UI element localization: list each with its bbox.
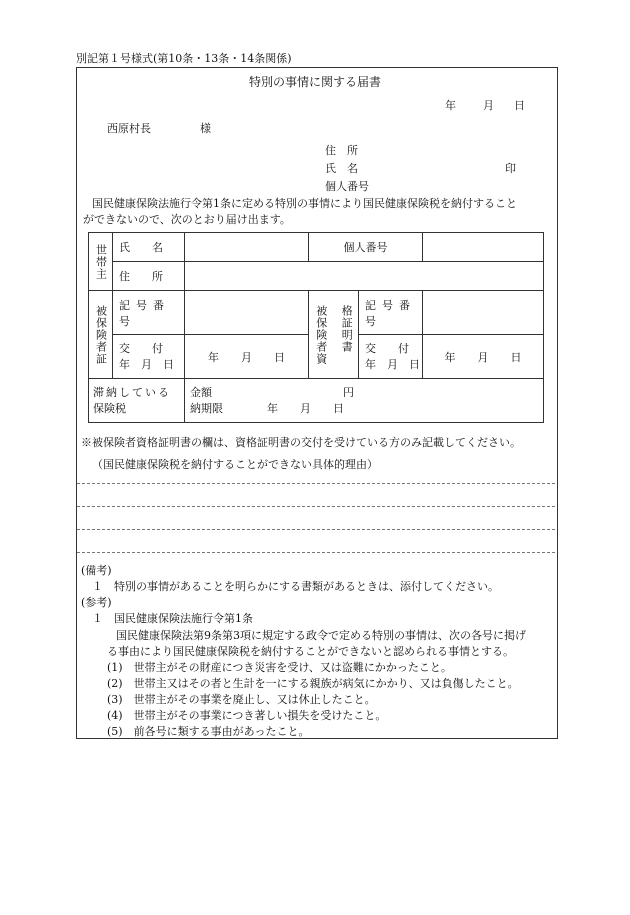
issue-date-label: 交 付 年 月 日 (113, 335, 185, 379)
deadline-date: 年 月 日 (267, 401, 344, 415)
reference-heading: (参考) (81, 596, 112, 609)
remarks-heading: (備考) (81, 564, 112, 577)
cert-note: ※被保険者資格証明書の欄は、資格証明書の交付を受けている方のみ記載してください。 (81, 436, 521, 449)
addressee-name: 西原村長 (107, 122, 151, 135)
deadline-label: 納期限 (190, 401, 223, 415)
reference-sub-4: (4) 世帯主がその事業につき著しい損失を受けたこと。 (107, 709, 387, 722)
intro-line-1: 国民健康保険法施行令第1条に定める特別の事情により国民健康保険税を納付すること (92, 197, 517, 210)
remarks-item-1: １ 特別の事情があることを明らかにする書類があるときは、添付してください。 (92, 580, 499, 593)
reference-text-1: 国民健康保険法第9条第3項に規定する政令で定める特別の事情は、次の各号に掲げ (116, 629, 526, 642)
name-field[interactable] (185, 233, 309, 262)
amount-label: 金額 (190, 385, 212, 399)
date-month: 月 (483, 99, 494, 112)
date-year: 年 (445, 99, 456, 112)
cert-header: 被保険者資 格証明書 (309, 291, 359, 379)
cert-issue-date-field[interactable]: 年 月 日 (423, 335, 544, 379)
insured-card-header: 被保険者証 (89, 291, 113, 379)
reference-sub-2: (2) 世帯主又はその者と生計を一にする親族が病気にかかり、又は負傷したこと。 (107, 677, 519, 690)
reference-sub-1: (1) 世帯主がその財産につき災害を受け、又は盗難にかかったこと。 (107, 661, 452, 674)
id-label: 個人番号 (309, 233, 423, 262)
seal-mark: 印 (505, 162, 516, 175)
address-label: 住 所 (113, 262, 185, 291)
arrears-field[interactable] (185, 379, 544, 423)
applicant-id-label: 個人番号 (325, 180, 369, 193)
reference-sub-3: (3) 世帯主がその事業を廃止し、又は休止したこと。 (107, 693, 376, 706)
issue-date-field[interactable]: 年 月 日 (185, 335, 309, 379)
reference-item-1: １ 国民健康保険法施行令第1条 (92, 612, 253, 625)
card-number-label: 記号番号 (113, 291, 185, 335)
reason-line-3[interactable] (77, 529, 555, 530)
reason-line-2[interactable] (77, 506, 555, 507)
form-label: 別記第１号様式(第10条・13条・14条関係) (76, 52, 292, 65)
reference-text-2: る事由により国民健康保険税を納付することができないと認められる事情とする。 (107, 645, 514, 658)
cert-issue-date-label: 交 付 年 月 日 (359, 335, 423, 379)
applicant-name-label: 氏 名 (325, 162, 358, 175)
reference-sub-5: (5) 前各号に類する事由があったこと。 (107, 725, 310, 738)
name-label: 氏 名 (113, 233, 185, 262)
intro-line-2: ができないので、次のとおり届け出ます。 (83, 213, 291, 226)
arrears-label: 滞納している 保険税 (89, 379, 185, 423)
reason-line-1[interactable] (77, 483, 555, 484)
yen-label: 円 (343, 385, 354, 399)
address-field[interactable] (185, 262, 544, 291)
cert-number-field[interactable] (423, 291, 544, 335)
date-day: 日 (514, 99, 525, 112)
card-number-field[interactable] (185, 291, 309, 335)
householder-header: 世帯主 (89, 233, 113, 291)
reason-heading: （国民健康保険税を納付することができない具体的理由） (92, 458, 378, 471)
applicant-address-label: 住 所 (325, 144, 358, 157)
id-field[interactable] (423, 233, 544, 262)
addressee-honorific: 様 (200, 122, 211, 135)
cert-number-label: 記号番号 (359, 291, 423, 335)
form-title: 特別の事情に関する届書 (248, 75, 381, 89)
reason-line-4[interactable] (77, 552, 555, 553)
info-table (88, 232, 544, 423)
